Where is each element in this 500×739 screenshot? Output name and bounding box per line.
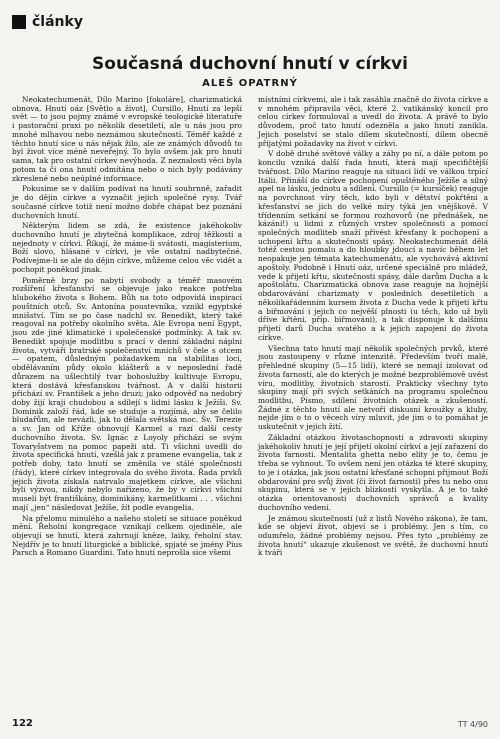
paragraph: místními církvemi, ale i tak zasáhla značně do života církve a v mnohém připravila věci, které 2. vatikánský koncil pro celou církev formuloval a uvedl do života. A právě to bylo důvodem, proč tato hnutí odezněla a jako hnutí zanikla. Jejich poselství se stalo dílem skutečností, dílem obecně přijatými požadavky na život v církvi. <box>258 95 488 148</box>
paragraph: Některým lidem se zdá, že existence jakéhokoliv duchovního hnutí je zbytečná komplikace, zdroj těžkostí a nejednoty v církvi. Říkají, že máme-li svátosti, magisterium, Boží slovo, hlásané v církvi, je vše ostatní nadbytečné. Podívejme-li se ale do dějin církve, můžeme celou věc vidět a pochopit poněkud jinak. <box>12 221 242 274</box>
section-label: články <box>32 14 83 30</box>
article-body <box>12 96 488 696</box>
paragraph: Všechna tato hnutí mají několik společných prvků, které jsou zastoupeny v různé intenzitě. Především tvoří malé, přehledné skupiny (5—15 lidí), které se nemají izolovat od života farností, ale do kterých je možné bezproblémově uvést víru, modlitby, životních starostí. Prakticky všechny tyto skupiny mají při svých setkáních na programu společnou modlitbu, Písmo, sdílení životních otázek a zkušeností. Žádné z těchto hnutí ale netvoří diskusní kroužky a kluby, nejde jim o to o věcech víry mluvit, jde jim o to pomáhat je uskutečnit v jejich žití. <box>258 343 488 432</box>
paragraph: Pokusíme se v dalším podívat na hnutí souhrnně, zařadit je do dějin církve a vyznačit jejich společné rysy. Tvář současné církve totiž není možno dobře chápat bez poznání duchovních hnutí. <box>12 184 242 220</box>
article-author: ALEŠ OPATRNÝ <box>202 78 298 89</box>
paragraph: V době druhé světové války a záhy po ní, a dále potom po koncilu vzniká další řada hnutí, která mají specifičtější tvářnost. Dílo Marino reaguje na situaci lidí ve válkou trpící Itálii. Přináší do církve pochopení opuštěného Ježíše a silný apel na lásku, jednotu a sdílení. Cursillo (= kursíček) reaguje na povrchnost víry těch, kdo byli v dětství pokřtěni a křesťanství se jich do velké míry týká jen vnějškově. V třídenním setkání se formou rozhovorů (ne přednášek, ne kázání!) u lidmi z různých vrstev společnosti a pomocí společných modliteb snaží přivést křesťany k pochopení a uchopení křtu a skutečnosti spásy. Neokatechumenát dělá totéž cestou pomalu a do hloubky jdoucí a navíc během let neopakuje jen témata katechumenátu, ale vychovává aktivní apoštoly. Podobně i Hnutí oáz, určené speciálně pro mládež, vede k přijetí křtu, skutečnosti spásy, dále darům Ducha a k apoštolátu. Charizmatická obnova zase reaguje na hojnější obdarovávání charizmaty v posledních desetiletích a několikařádenním kursem života z Ducha vede k přijetí křtu a biřmování i jejich co nejvěší plnosti (u těch, kdo už byli dříve křtěni, příp. biřmováni), a tak disponuje k dalšímu přijetí darů Ducha svatého a k jejich zapojení do života církve. <box>258 149 488 342</box>
section-header <box>12 14 83 30</box>
left-column <box>12 96 242 696</box>
paragraph: Neokatechumenát, Dílo Marino [fokoláre], charizmatická obnova, Hnutí oáz [Světlo a život], Cursillo, Hnutí za lepší svět — to jsou pojmy známé v evropské teologické literatuře i pastorační praxi po několik desetiletí, ale u nás jsou pro mnohé mlhavou nebo neznámou skutečností. Téměř každé z těchto hnutí sice u nás nějak žilo, ale ze známých důvodů to byl život více méně neveřejný. To bylo ovšem jak pro hnutí sama, tak pro ostatní církev nevýhoda. Z neznalosti věci byla potom ta či ona hnutí odmítána nebo o nich byly podávány zkreslené nebo neúplné informace. <box>12 95 242 183</box>
right-column <box>258 96 488 696</box>
issue-label: TT 4/90 <box>457 720 488 729</box>
paragraph: Poměrně brzy po nabytí svobody a téměř masovém rozšíření křesťanství se objevuje jako reakce potřeba hlubokého života s Bohem. Bůh na toto odpovídá inspirací pouštních otců. Sv. Antonína poustevníka, vznikl egyptské mnišství. Tím se po čase nadchl sv. Benedikt, který také reagoval na potřeby okolního světa. Ale Evropa není Egypt, jsou zde jiné klimatické i společenské podmínky. A tak sv. Benedikt spojuje modlitbu s prací v denní základní náplni života, vytváří bratrské společenství mnichů v čele s otcem — opatem, důsledným požadavkem na stabilitas loci, obdělávaním půdy okolo klášterů a v neposlední řadě důrazem na ušlechtilý tvar bohoslužby kultivuje Evropu, která dostává křesťanskou tvářnost. A v další historii přichází sv. František a jeho druzi; jako odpověď na nedobrý doby žijí kraji chudobou a sdílejí s lidmi lásku k Ježíši. Sv. Dominik založí řád, kde se studuje a rozjímá, aby se čelilo bludařům, ale nevázli, jak to dělala světská moc. Sv. Terezie a sv. Jan od Kříže obnovují Karmel a razí další cesty duchovního života. Sv. Ignác z Loyoly přichází se svým Tovaryšstvem na pomoc papeži atd. Ti všichni uvedli do života specifická hnutí, vzešlá jak z pramene evangelia, tak z potřeb doby, tato hnutí se změnila ve stálé společnosti (řády), které církev integrovala do svého života. Řada prvků jejich života získala natrvalo majetkem církve, ale všichni byli výzvou, nikdy nebylo nařízeno, že by v církvi všichni museli být františkány, dominikány, karmelitkami . . . všichni mají „jen“ následovat Ježíše, žít podle evangelia. <box>12 275 242 512</box>
page-number: 122 <box>12 718 33 729</box>
section-marker-square <box>12 15 26 29</box>
paragraph: Je známou skutečností (už z listů Nového zákona), že tam, kde se objeví život, objeví se i problémy. Jen s tím, co odumřelo, žádné problémy nejsou. Přes tyto „problémy ze života hnutí“ ukazuje zkušenost ve světě, že duchovní hnutí k tváři <box>258 513 488 558</box>
paragraph: Základní otázkou životaschopnosti a zdravosti skupiny jakéhokoliv hnutí je její přijetí okolní církví a její zařazení do života farnosti. Mentalita ghetta nebo elity je to, čemu je třeba se vyhnout. To ovšem není jen otázka té které skupiny, to je i otázka, jak jsou ostatní křesťané schopni přijmout Boží obdarování pro svůj život (či život farnosti) přes tu nebo onu skupinu, která se v jejich blízkosti vyskytla. A je to také otázka orientovanosti duchovních správců a kvality duchovního vedení. <box>258 432 488 512</box>
article-title: Současná duchovní hnutí v církvi <box>92 54 408 74</box>
paragraph: Na přelomu minulého a našeho století se situace poněkud mění. Řeholní kongregace vznikají celkem ojediněle, ale objevují se hnutí, která zahrnují kněze, laiky, řeholní stav. Nejdřív je to hnutí liturgické a biblické, spjaté se jmény Pius Parsch a Romano Guardini. Tato hnutí neprošla sice všemi <box>12 513 242 558</box>
